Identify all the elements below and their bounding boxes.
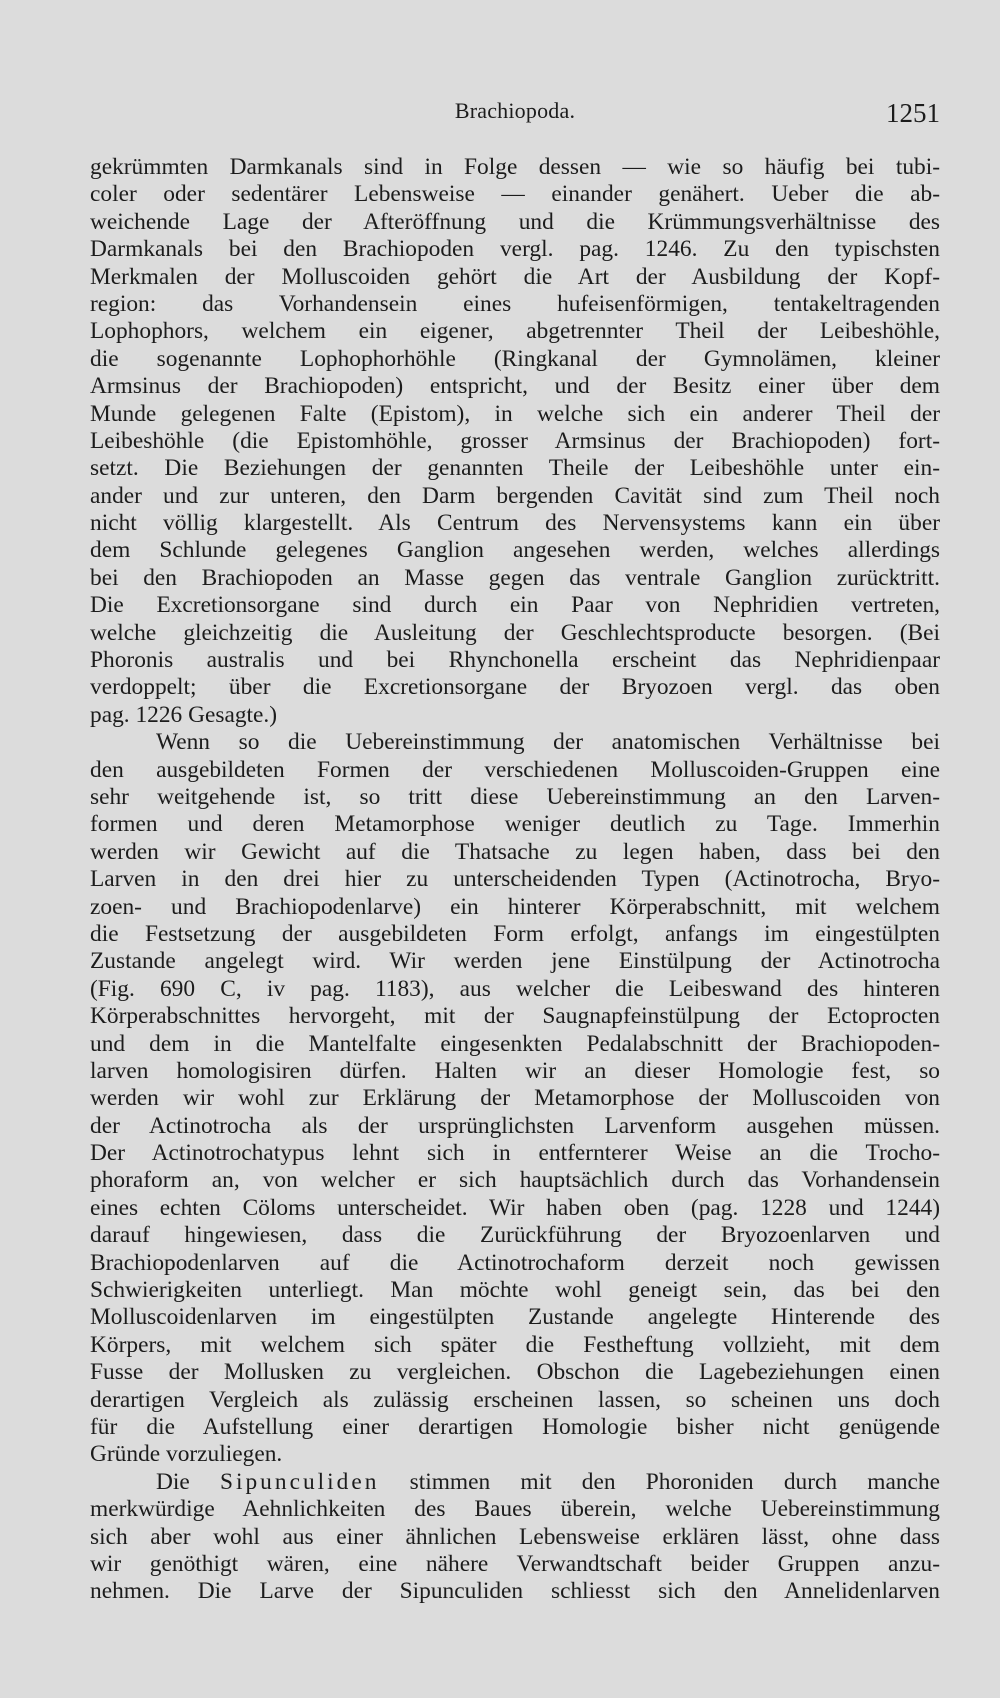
paragraph-start-line: Wenn so die Uebereinstimmung der anatomischen Verhältnisse bei	[156, 729, 940, 756]
text-line: sich aber wohl aus einer ähnlichen Lebensweise erklären lässt, ohne dass	[90, 1523, 940, 1550]
text-line: Zustande angelegt wird. Wir werden jene Einstülpung der Actinotrocha	[90, 948, 940, 975]
text-line: welche gleichzeitig die Ausleitung der Geschlechtsproducte besorgen. (Bei	[90, 619, 940, 646]
text-line: Körperabschnittes hervorgeht, mit der Saugnapfeinstülpung der Ectoprocten	[90, 1003, 940, 1030]
text-line: Der Actinotrochatypus lehnt sich in entfernterer Weise an die Trocho-	[90, 1140, 940, 1167]
text-line: Molluscoidenlarven im eingestülpten Zustande angelegte Hinterende des	[90, 1304, 940, 1331]
text-line: phoraform an, von welcher er sich hauptsächlich durch das Vorhandensein	[90, 1167, 940, 1194]
text-line: Körpers, mit welchem sich später die Festheftung vollzieht, mit dem	[90, 1331, 940, 1358]
text-line: (Fig. 690 C, iv pag. 1183), aus welcher die Leibeswand des hinteren	[90, 975, 940, 1002]
text-line: die Festsetzung der ausgebildeten Form erfolgt, anfangs im eingestülpten	[90, 920, 940, 947]
text-line: larven homologisiren dürfen. Halten wir an dieser Homologie fest, so	[90, 1057, 940, 1084]
text-line: setzt. Die Beziehungen der genannten Theile der Leibeshöhle unter ein-	[90, 455, 940, 482]
running-head	[90, 92, 940, 132]
running-title: Brachiopoda.	[454, 98, 576, 123]
text-line: nehmen. Die Larve der Sipunculiden schliesst sich den Annelidenlarven	[90, 1578, 940, 1605]
text-line: coler oder sedentärer Lebensweise — einander genähert. Ueber die ab-	[90, 181, 940, 208]
text-line: Darmkanals bei den Brachiopoden vergl. pag. 1246. Zu den typischsten	[90, 236, 940, 263]
text-line: Armsinus der Brachiopoden) entspricht, und der Besitz einer über dem	[90, 373, 940, 400]
text-line: Phoronis australis und bei Rhynchonella erscheint das Nephridienpaar	[90, 647, 940, 674]
paragraph-end-line: Gründe vorzuliegen.	[90, 1441, 283, 1468]
emphasized-term: Sipunculiden	[219, 1468, 380, 1495]
text-line: die sogenannte Lophophorhöhle (Ringkanal der Gymnolämen, kleiner	[90, 345, 940, 372]
page-number: 1251	[886, 98, 940, 128]
text-line: Brachiopodenlarven auf die Actinotrochaform derzeit noch gewissen	[90, 1249, 940, 1276]
text-line: derartigen Vergleich als zulässig erscheinen lassen, so scheinen uns doch	[90, 1386, 940, 1413]
text-line: sehr weitgehende ist, so tritt diese Uebereinstimmung an den Larven-	[90, 783, 940, 810]
paragraph-end-line: pag. 1226 Gesagte.)	[90, 701, 278, 728]
text-line: bei den Brachiopoden an Masse gegen das ventrale Ganglion zurücktritt.	[90, 564, 940, 591]
text-line: Fusse der Mollusken zu vergleichen. Obschon die Lagebeziehungen einen	[90, 1359, 940, 1386]
text-line: Lophophors, welchem ein eigener, abgetrennter Theil der Leibeshöhle,	[90, 318, 940, 345]
text-line: ander und zur unteren, den Darm bergenden Cavität sind zum Theil noch	[90, 482, 940, 509]
text-line: region: das Vorhandensein eines hufeisenförmigen, tentakeltragenden	[90, 290, 940, 317]
text-line: der Actinotrocha als der ursprünglichsten Larvenform ausgehen müssen.	[90, 1112, 940, 1139]
text-line: den ausgebildeten Formen der verschiedenen Molluscoiden-Gruppen eine	[90, 756, 940, 783]
text-line: merkwürdige Aehnlichkeiten des Baues überein, welche Uebereinstimmung	[90, 1496, 940, 1523]
text-line: werden wir Gewicht auf die Thatsache zu legen haben, dass bei den	[90, 838, 940, 865]
text-line: wir genöthigt wären, eine nähere Verwandtschaft beider Gruppen anzu-	[90, 1550, 940, 1577]
text-line: werden wir wohl zur Erklärung der Metamorphose der Molluscoiden von	[90, 1085, 940, 1112]
text-line: eines echten Cöloms unterscheidet. Wir haben oben (pag. 1228 und 1244)	[90, 1194, 940, 1221]
text-line: weichende Lage der Afteröffnung und die Krümmungsverhältnisse des	[90, 208, 940, 235]
text-line: Munde gelegenen Falte (Epistom), in welche sich ein anderer Theil der	[90, 400, 940, 427]
text-line: darauf hingewiesen, dass die Zurückführung der Bryozoenlarven und	[90, 1222, 940, 1249]
body-text	[90, 154, 940, 1606]
text-line: für die Aufstellung einer derartigen Homologie bisher nicht genügende	[90, 1413, 940, 1440]
text-line: Schwierigkeiten unterliegt. Man möchte wohl geneigt sein, das bei den	[90, 1277, 940, 1304]
text-line: nicht völlig klargestellt. Als Centrum des Nervensystems kann ein über	[90, 510, 940, 537]
text-line: verdoppelt; über die Excretionsorgane der Bryozoen vergl. das oben	[90, 674, 940, 701]
text-line: zoen- und Brachiopodenlarve) ein hinterer Körperabschnitt, mit welchem	[90, 893, 940, 920]
text-line: gekrümmten Darmkanals sind in Folge dessen — wie so häufig bei tubi-	[90, 154, 940, 180]
paragraph-start-line: Die Sipunculiden stimmen mit den Phoroniden durch manche	[156, 1468, 941, 1495]
text-line: Merkmalen der Molluscoiden gehört die Art der Ausbildung der Kopf-	[90, 263, 940, 290]
text-line: und dem in die Mantelfalte eingesenkten Pedalabschnitt der Brachiopoden-	[90, 1030, 940, 1057]
text-line: Leibeshöhle (die Epistomhöhle, grosser Armsinus der Brachiopoden) fort-	[90, 427, 940, 454]
text-line: dem Schlunde gelegenes Ganglion angesehen werden, welches allerdings	[90, 537, 940, 564]
text-line: Larven in den drei hier zu unterscheidenden Typen (Actinotrocha, Bryo-	[90, 866, 940, 893]
text-line: Die Excretionsorgane sind durch ein Paar von Nephridien vertreten,	[90, 592, 940, 619]
text-line: formen und deren Metamorphose weniger deutlich zu Tage. Immerhin	[90, 811, 940, 838]
